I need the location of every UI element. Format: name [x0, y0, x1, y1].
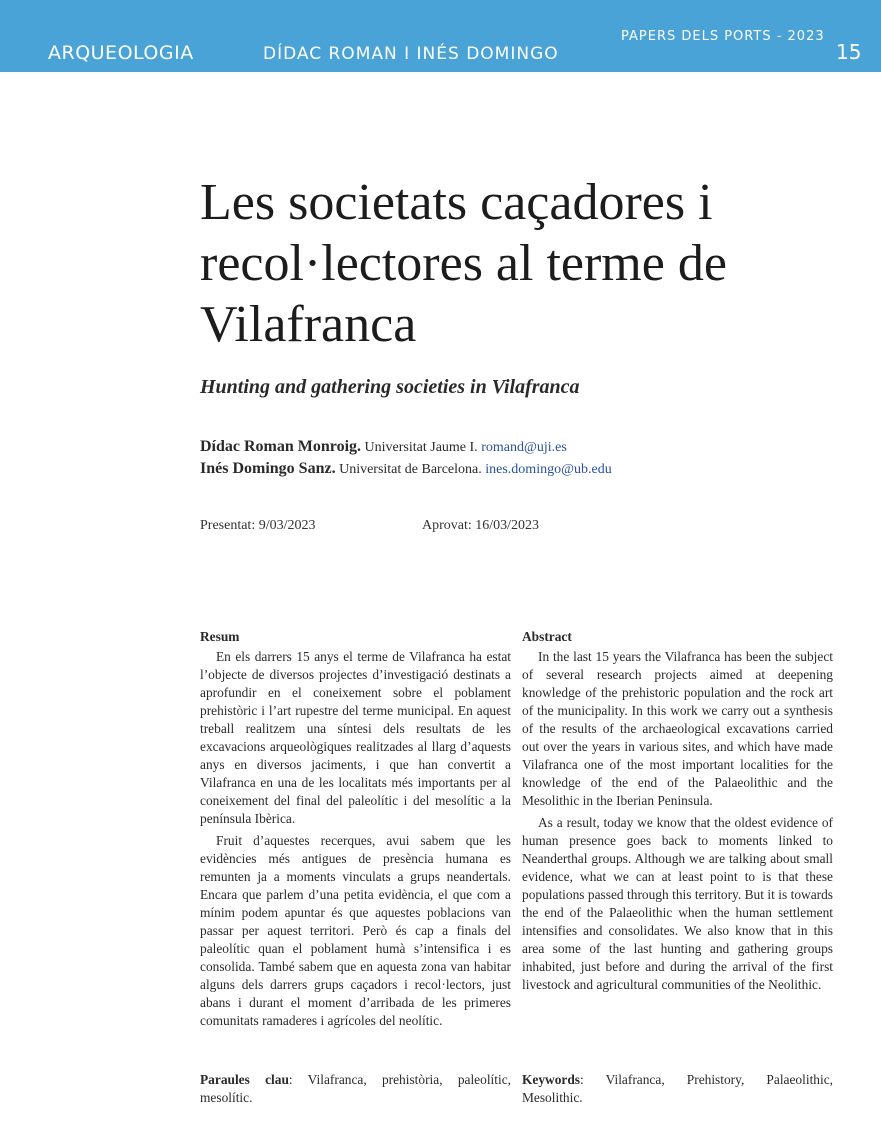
author-2-email[interactable]: ines.domingo@ub.edu	[485, 462, 612, 477]
header-journal: PAPERS DELS PORTS - 2023	[621, 29, 825, 44]
running-header	[0, 0, 881, 72]
keywords-list: : Vilafranca, prehistòria, paleolític, mesolític.	[200, 1072, 511, 1105]
abstract-section	[522, 628, 833, 998]
resum-paragraph: En els darrers 15 anys el terme de Vilafranca ha estat l’objecte de diversos projectes d’investigació destinats a aprofundir en el coneixement sobre el poblament prehistòric i l’art rupestre del terme municipal. En aquest treball realitzem una síntesi dels resultats de les excavacions arqueològiques realitzades al llarg d’aquests anys en diversos jaciments, i que han convertit a Vilafranca en una de les localitats més importants per al coneixement del final del paleolític i del mesolític a la península Ibèrica.	[200, 649, 511, 826]
article-title: Les societats caçadores i recol·lectores al terme de Vilafranca	[200, 174, 727, 353]
keywords-list: : Vilafranca, Prehistory, Palaeolithic, Mesolithic.	[522, 1072, 833, 1105]
author-2-affiliation: Universitat de Barcelona.	[339, 462, 482, 477]
keywords-label: Paraules clau	[200, 1072, 289, 1087]
author-1: Dídac Roman Monroig. Universitat Jaume I. romand@uji.es	[200, 438, 567, 455]
author-1-name: Dídac Roman Monroig	[200, 438, 358, 455]
resum-section	[200, 628, 511, 1034]
header-authors: DÍDAC ROMAN I INÉS DOMINGO	[263, 44, 559, 64]
author-1-affiliation: Universitat Jaume I.	[364, 440, 478, 455]
abstract-heading: Abstract	[522, 629, 572, 644]
author-2: Inés Domingo Sanz. Universitat de Barcelona. ines.domingo@ub.edu	[200, 460, 612, 477]
header-section: ARQUEOLOGIA	[48, 42, 194, 64]
keywords-catalan	[200, 1071, 511, 1107]
author-2-name: Inés Domingo Sanz	[200, 460, 332, 477]
keywords-english	[522, 1071, 833, 1107]
abstract-paragraph: As a result, today we know that the oldest evidence of human presence goes back to moments linked to Neanderthal groups. Although we are talking about small evidence, what we can at least point to is that these populations passed through this territory. But it is towards the end of the Palaeolithic when the human settlement intensifies and consolidates. We also know that in this area some of the last hunting and gathering groups inhabited, just before and during the arrival of the first livestock and agricultural communities of the Neolithic.	[522, 815, 833, 992]
resum-heading: Resum	[200, 629, 240, 644]
abstract-paragraph: In the last 15 years the Vilafranca has been the subject of several research projects aimed at deepening knowledge of the prehistoric population and the rock art of the municipality. In this work we carry out a synthesis of the results of the archaeological excavations carried out over the years in various sites, and which have made Vilafranca one of the most important localities for the knowledge of the end of the Palaeolithic and the Mesolithic in the Iberian Peninsula.	[522, 649, 833, 808]
approved-date: Aprovat: 16/03/2023	[422, 518, 540, 533]
author-1-email[interactable]: romand@uji.es	[481, 440, 567, 455]
submitted-date: Presentat: 9/03/2023	[200, 518, 316, 533]
keywords-label: Keywords	[522, 1072, 581, 1087]
article-subtitle: Hunting and gathering societies in Vilafranca	[200, 376, 580, 398]
resum-paragraph: Fruit d’aquestes recerques, avui sabem que les evidències més antigues de presència humana es remunten ja a moments vinculats a grups neandertals. Encara que parlem d’una petita evidència, el que com a mínim podem apuntar és que aquestes poblacions van passar per aquest territori. Però és cap a finals del paleolític quan el poblament humà s’intensifica i es consolida. També sabem que en aquesta zona van habitar alguns dels darrers grups caçadors i recol·lectors, just abans i durant el moment d’arribada de les primeres comunitats ramaderes i agrícoles del neolític.	[200, 833, 511, 1028]
page-number: 15	[836, 40, 862, 64]
